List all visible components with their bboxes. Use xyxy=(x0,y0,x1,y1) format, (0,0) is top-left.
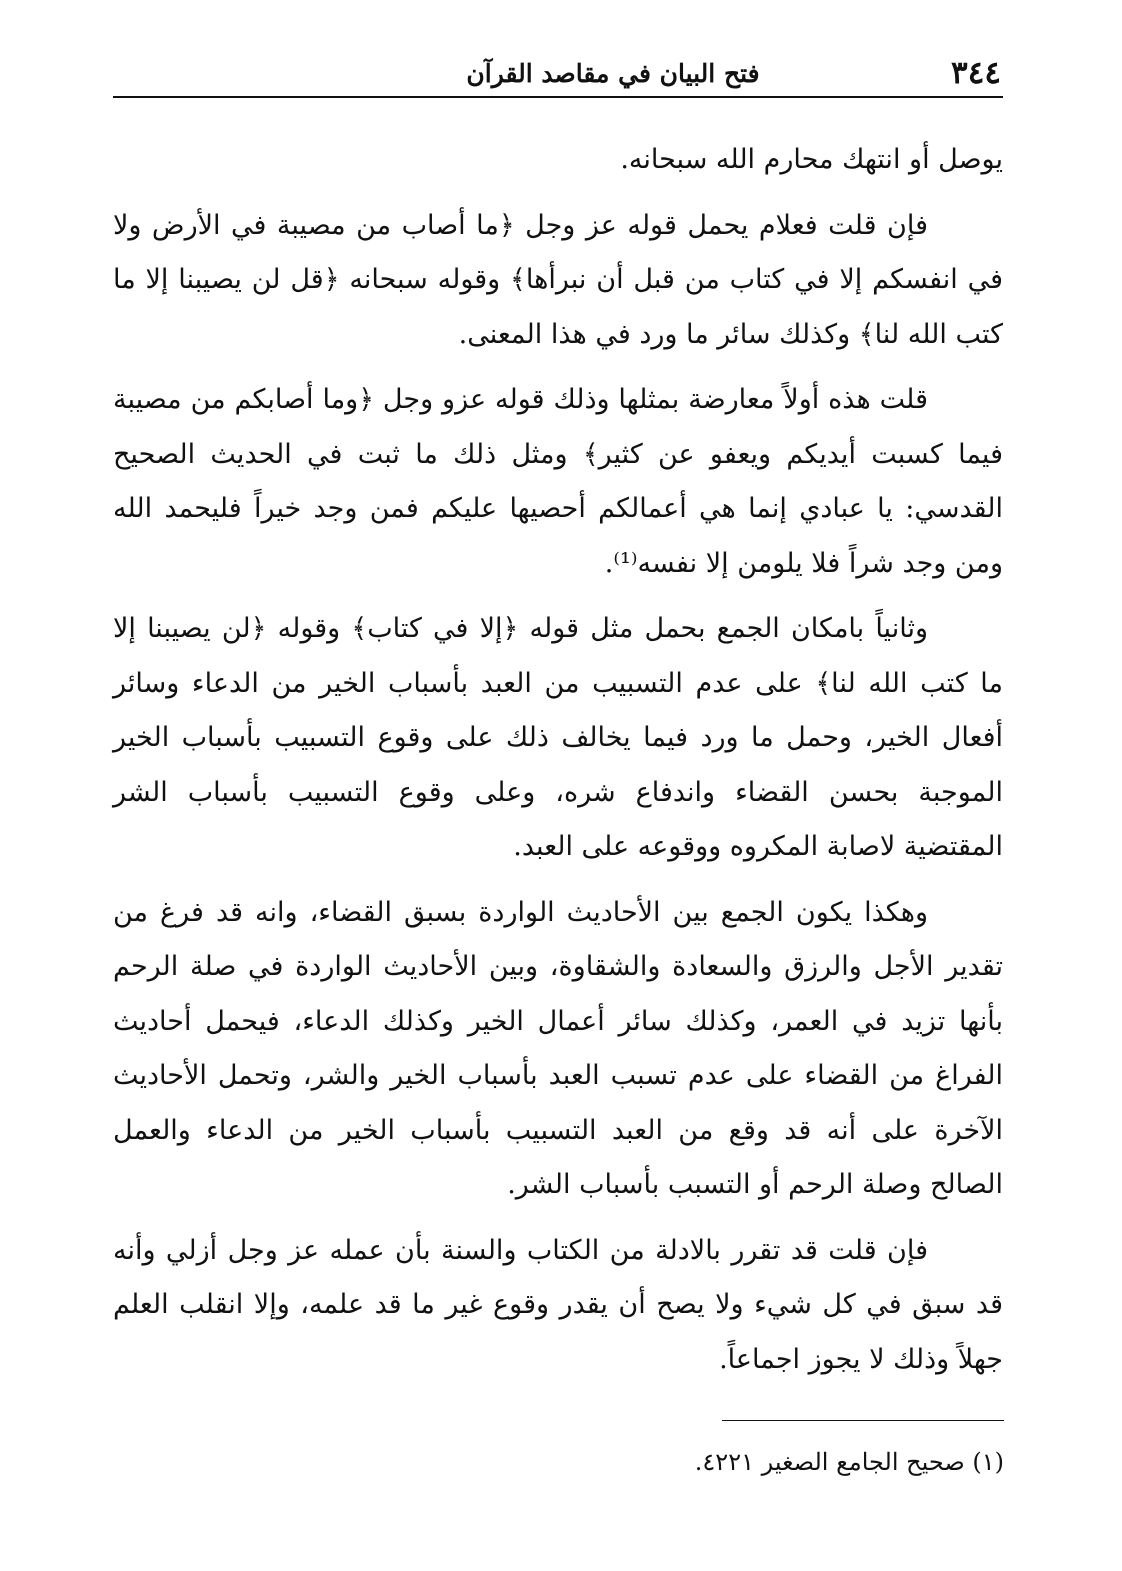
footnote-divider xyxy=(722,1420,1004,1421)
paragraph-reconciliation: وهكذا يكون الجمع بين الأحاديث الواردة بسبق القضاء، وانه قد فرغ من تقدير الأجل والرزق والسعادة والشقاوة، وبين الأحاديث الواردة في صلة الرحم بأنها تزيد في العمر، وكذلك سائر أعمال الخير وكذلك الدعاء، فيحمل أحاديث الفراغ من القضاء على عدم تسبب العبد بأسباب الخير والشر، وتحمل الأحاديث الآخرة على أنه قد وقع من العبد التسبيب بأسباب الخير من الدعاء والعمل الصالح وصلة الرحم أو التسبب بأسباب الشر. xyxy=(113,896,1003,1200)
paragraph-question: فإن قلت فعلام يحمل قوله عز وجل ﴿ما أصاب من مصيبة في الأرض ولا في انفسكم إلا في كتاب من قبل أن نبرأها﴾ وقوله سبحانه ﴿قل لن يصيبنا إلا ما كتب الله لنا﴾ وكذلك سائر ما ورد في هذا المعنى. xyxy=(113,209,1003,350)
paragraph-continuation: يوصل أو انتهك محارم الله سبحانه. xyxy=(620,144,1003,175)
paragraph-first-answer: قلت هذه أولاً معارضة بمثلها وذلك قوله عزو وجل ﴿وما أصابكم من مصيبة فيما كسبت أيديكم ويعفو عن كثير﴾ ومثل ذلك ما ثبت في الحديث الصحيح القدسي: يا عبادي إنما هي أعمالكم أحصيها عليكم فمن وجد خيراً فليحمد الله ومن وجد شراً فلا يلومن إلا نفسه⁽¹⁾. xyxy=(113,384,1003,579)
book-title: فتح البيان في مقاصد القرآن xyxy=(466,59,760,88)
footnote: (١) صحيح الجامع الصغير ٤٢٢١. xyxy=(694,1448,1004,1476)
paragraph-objection: فإن قلت قد تقرر بالادلة من الكتاب والسنة بأن عمله عز وجل أزلي وأنه قد سبق في كل شيء ولا يصح أن يقدر وقوع غير ما قد علمه، وإلا انقلب العلم جهلاً وذلك لا يجوز اجماعاً. xyxy=(113,1234,1003,1375)
body-text xyxy=(113,133,1003,1398)
page-number: ٣٤٤ xyxy=(951,55,1001,91)
paragraph-second-answer: وثانياً بامكان الجمع بحمل مثل قوله ﴿إلا في كتاب﴾ وقوله ﴿لن يصيبنا إلا ما كتب الله لنا﴾ على عدم التسبيب من العبد بأسباب الخير من الدعاء وسائر أفعال الخير، وحمل ما ورد فيما يخالف ذلك على وقوع التسبيب بأسباب الخير الموجبة بحسن القضاء واندفاع شره، وعلى وقوع التسبيب بأسباب الشر المقتضية لاصابة المكروه ووقوعه على العبد. xyxy=(113,613,1003,862)
running-header xyxy=(113,52,1003,98)
